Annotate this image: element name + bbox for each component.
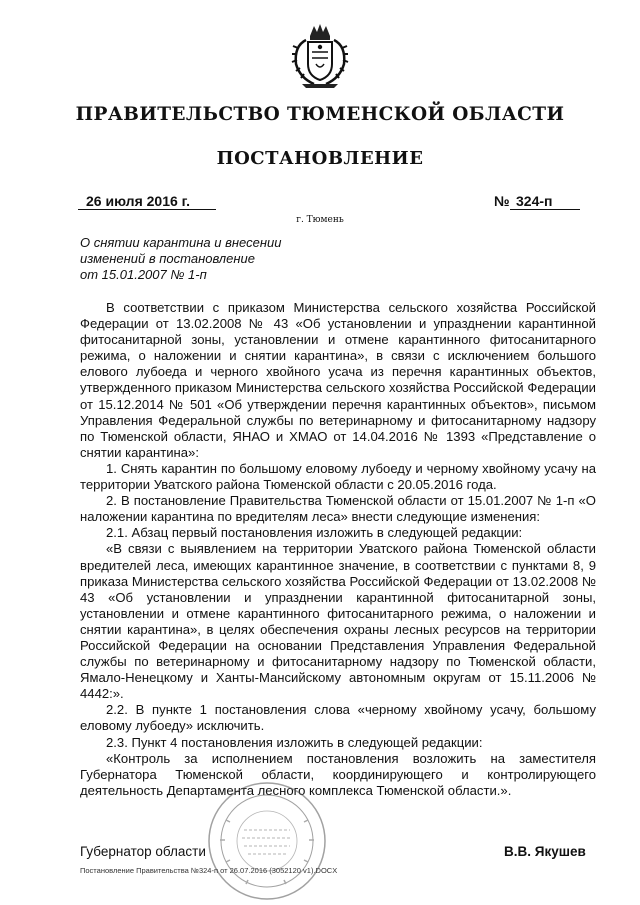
clause-1: 1. Снять карантин по большому еловому лубоеду и черному хвойному усачу на территории Уватского района Тюменской области с 20.05.2016 года. — [80, 460, 596, 493]
document-number: 324-п — [516, 193, 553, 209]
government-title: ПРАВИТЕЛЬСТВО ТЮМЕНСКОЙ ОБЛАСТИ — [75, 104, 565, 125]
clause-2-3-quote: «Контроль за исполнением постановления возложить на заместителя Губернатора Тюменской области, координирующего и контролирующего деятельность Департамента лесного комплекса Тюменской области.». — [80, 750, 596, 798]
round-seal-stamp-icon — [206, 780, 328, 902]
clause-2-2: 2.2. В пункте 1 постановления слова «черному хвойному усачу, большому еловому лубоеду» исключить. — [80, 702, 596, 734]
file-footer: Постановление Правительства №324-п от 26.07.2016 (3052120 v1).DOCX — [80, 866, 338, 875]
document-date: 26 июля 2016 г. — [86, 193, 190, 209]
clause-2-1-quote: «В связи с выявлением на территории Уватского района Тюменской области вредителей леса, имеющих карантинное значение, в соответствии с пунктами 8, 9 приказа Министерства сельского хозяйства Российской Федерации от 13.02.2008 № 43 «Об установлении и упразднении карантинной фитосанитарной зоны, установлении и отмене карантинного фитосанитарного режима, о наложении и снятии карантина», в целях обеспечения охраны лесных ресурсов на территории Российской Федерации на основании Представления Управления Федеральной службы по ветеринарному и фитосанитарному надзору по Тюменской области, Ямало-Ненецкому и Ханты-Мансийскому автономным округам от 15.11.2006 № 4442:». — [80, 541, 596, 702]
date-underline — [78, 209, 216, 210]
document-subject — [80, 235, 310, 283]
clause-2: 2. В постановление Правительства Тюменской области от 15.01.2007 № 1-п «О наложении карантина по вредителям леса» внести следующие изменения: — [80, 493, 596, 525]
tyumen-coat-of-arms-icon — [288, 22, 352, 90]
subject-line: от 15.01.2007 № 1-п — [80, 267, 207, 282]
document-body — [80, 300, 596, 799]
number-underline — [510, 209, 580, 210]
clause-2-3: 2.3. Пункт 4 постановления изложить в следующей редакции: — [106, 734, 483, 750]
clause-2-1: 2.1. Абзац первый постановления изложить в следующей редакции: — [106, 525, 523, 541]
signer-name: В.В. Якушев — [504, 844, 586, 859]
document-type: ПОСТАНОВЛЕНИЕ — [216, 148, 424, 169]
subject-line: изменений в постановление — [80, 251, 255, 266]
signer-role: Губернатор области — [80, 844, 206, 859]
preamble-paragraph: В соответствии с приказом Министерства сельского хозяйства Российской Федерации от 13.02.2008 № 43 «Об установлении и упразднении карантинной фитосанитарной зоны, установлении и отмене карантинного фитосанитарного режима, о наложении и снятии карантина», в связи с исключением большого елового лубоеда и черного хвойного усача из перечня карантинных объектов, утвержденного приказом Министерства сельского хозяйства Российской Федерации от 15.12.2014 № 501 «Об утверждении перечня карантинных объектов», письмом Управления Федеральной службы по ветеринарному и фитосанитарному надзору по Тюменской области, ЯНАО и ХМАО от 14.04.2016 № 1393 «Представление о снятии карантина»: — [80, 300, 596, 460]
subject-line: О снятии карантина и внесении — [80, 235, 282, 250]
city: г. Тюмень — [296, 215, 344, 225]
number-label: № — [494, 193, 510, 209]
